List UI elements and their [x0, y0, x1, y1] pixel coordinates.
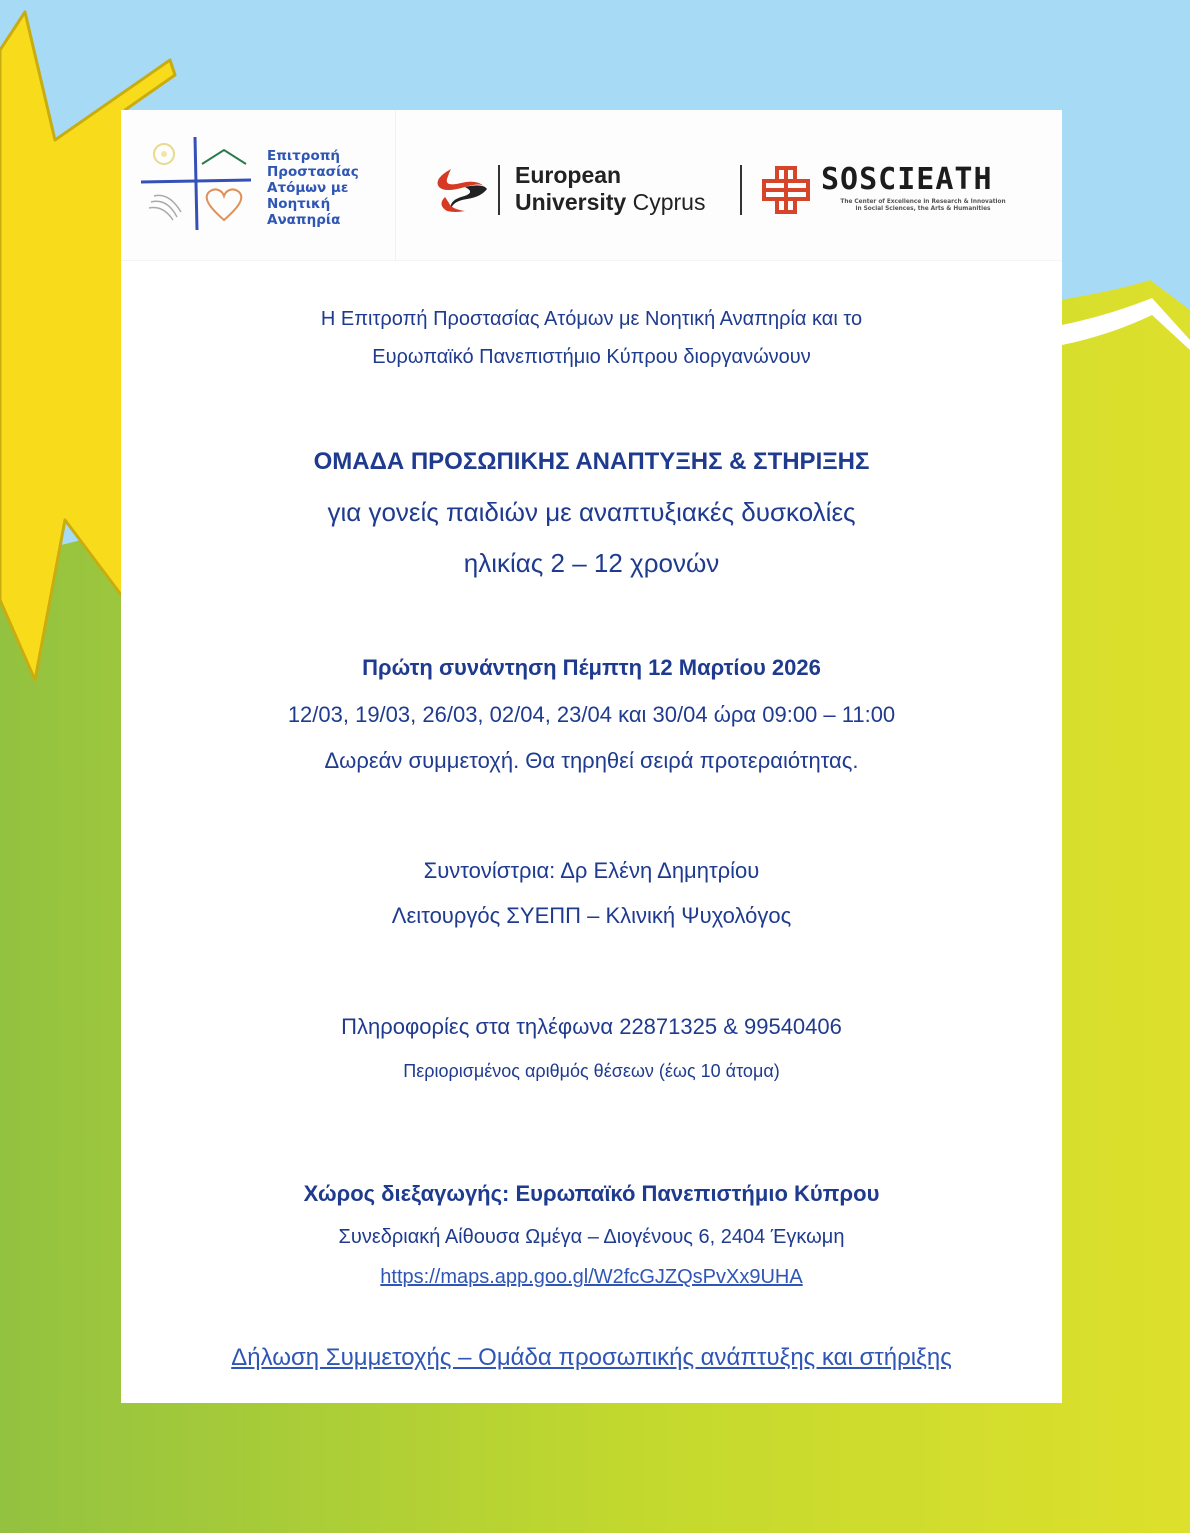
- logo-strip: [121, 110, 1062, 261]
- euc-logo-line1: European: [515, 162, 622, 188]
- registration-link-wrap: [121, 1344, 1062, 1372]
- soscieath-logo-subtitle: [821, 199, 1025, 213]
- euc-logo-university: University: [515, 189, 627, 215]
- committee-logo-line: Προστασίας: [267, 164, 359, 180]
- logo-divider: [395, 110, 396, 260]
- venue-title: Χώρος διεξαγωγής: Ευρωπαϊκό Πανεπιστήμιο Κύπρου: [303, 1181, 880, 1206]
- venue-address: Συνεδριακή Αίθουσα Ωμέγα – Διογένους 6, 2404 Έγκωμη: [338, 1226, 845, 1248]
- euc-separator: [498, 165, 500, 215]
- euc-logo-icon: [431, 165, 489, 215]
- meeting-dates: 12/03, 19/03, 26/03, 02/04, 23/04 και 30/04 ώρα 09:00 – 11:00: [287, 702, 896, 727]
- coordinator-name: Συντονίστρια: Δρ Ελένη Δημητρίου: [423, 858, 760, 883]
- intro-line-2: Ευρωπαϊκό Πανεπιστήμιο Κύπρου διοργανώνουν: [372, 346, 811, 368]
- first-meeting: Πρώτη συνάντηση Πέμπτη 12 Μαρτίου 2026: [362, 655, 821, 680]
- headline-subtitle-1: για γονείς παιδιών με αναπτυξιακές δυσκολίες: [327, 497, 856, 527]
- euc-separator: [740, 165, 742, 215]
- soscieath-subtitle-line2: in Social Sciences, the Arts & Humanities: [855, 206, 991, 212]
- flyer-card: [121, 110, 1062, 1403]
- committee-logo-text: [267, 148, 359, 228]
- committee-logo-line: Ατόμων με: [267, 180, 349, 196]
- soscieath-logo-icon: [761, 165, 811, 215]
- venue-map-link[interactable]: https://maps.app.goo.gl/W2fcGJZQsPvXx9UHA: [380, 1266, 803, 1288]
- euc-logo-text: [515, 162, 705, 216]
- contact-phones: Πληροφορίες στα τηλέφωνα 22871325 & 99540406: [341, 1014, 842, 1039]
- committee-logo-line: Αναπηρία: [267, 212, 341, 228]
- intro-line-1: Η Επιτροπή Προστασίας Ατόμων με Νοητική Αναπηρία και το: [320, 308, 863, 330]
- euc-logo-cyprus: Cyprus: [632, 189, 706, 215]
- soscieath-logo-title: SOSCIEATH: [821, 162, 993, 197]
- registration-link[interactable]: Δήλωση Συμμετοχής – Ομάδα προσωπικής ανάπτυξης και στήριξης: [231, 1344, 952, 1371]
- venue-map-link-wrap: [121, 1266, 1062, 1289]
- committee-logo-line: Επιτροπή: [267, 148, 341, 164]
- committee-logo-line: Νοητική: [267, 196, 331, 212]
- coordinator-role: Λειτουργός ΣΥΕΠΠ – Κλινική Ψυχολόγος: [391, 903, 792, 928]
- committee-logo-icon: [139, 132, 259, 232]
- capacity-note: Περιορισμένος αριθμός θέσεων (έως 10 άτομα): [403, 1061, 780, 1081]
- headline-subtitle-2: ηλικίας 2 – 12 χρονών: [463, 548, 720, 578]
- participation-note: Δωρεάν συμμετοχή. Θα τηρηθεί σειρά προτεραιότητας.: [324, 748, 859, 773]
- soscieath-subtitle-line1: The Center of Excellence in Research & Innovation: [840, 199, 1006, 205]
- headline-title: ΟΜΑΔΑ ΠΡΟΣΩΠΙΚΗΣ ΑΝΑΠΤΥΞΗΣ & ΣΤΗΡΙΞΗΣ: [313, 448, 870, 475]
